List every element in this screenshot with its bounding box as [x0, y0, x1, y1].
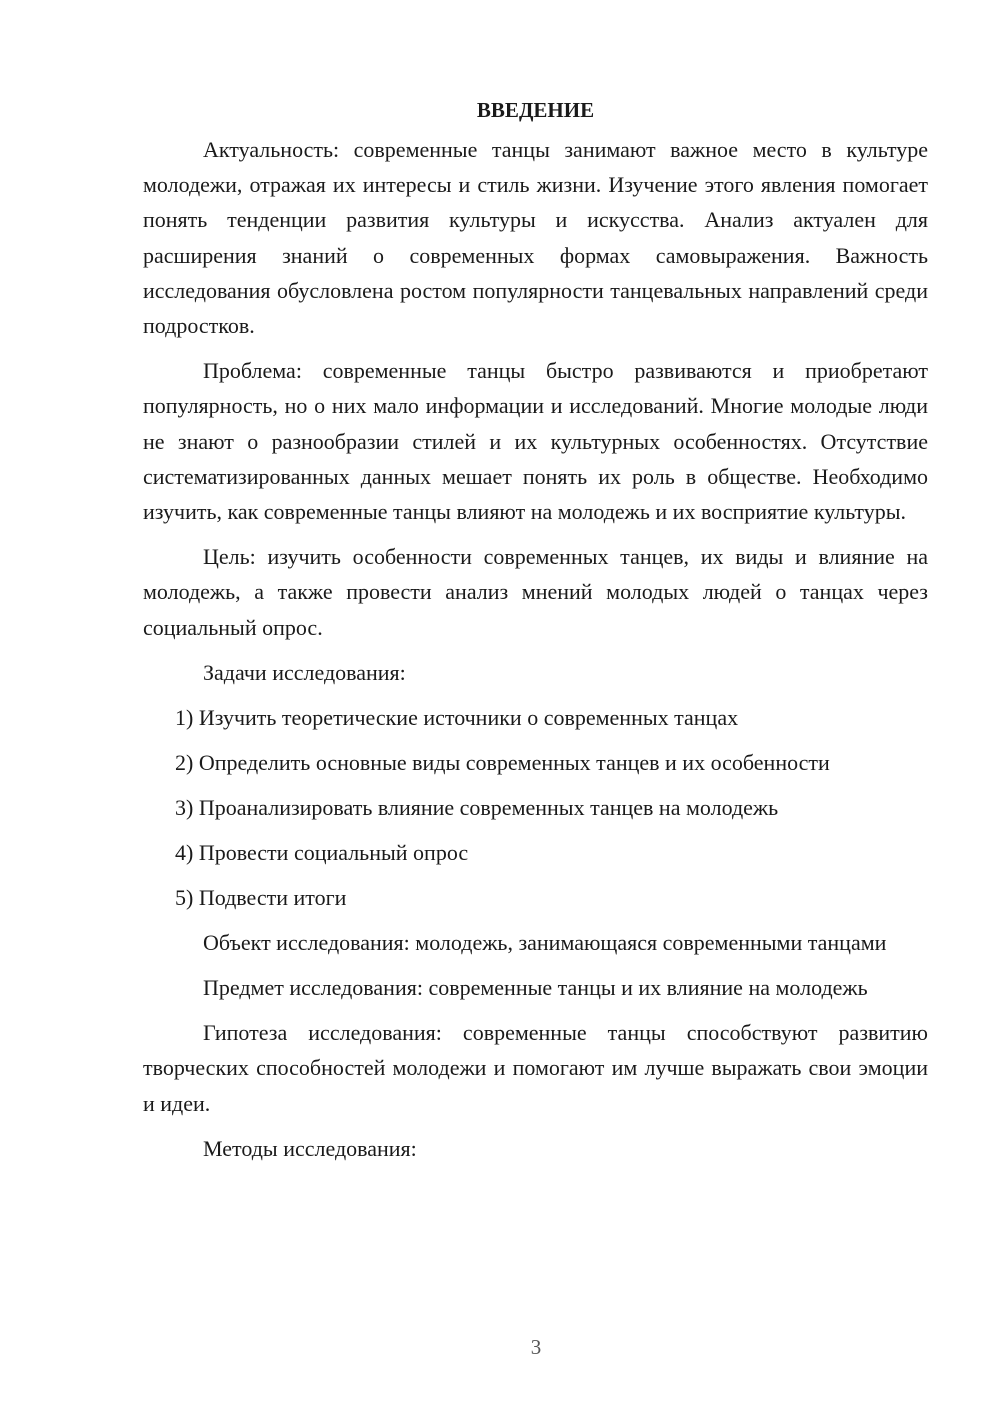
- goal-paragraph: Цель: изучить особенности современных танцев, их виды и влияние на молодежь, а также провести анализ мнений молодых людей о танцах через социальный опрос.: [143, 544, 928, 640]
- task-item-5: 5) Подвести итоги: [175, 884, 347, 910]
- task-item-4: 4) Провести социальный опрос: [175, 839, 469, 865]
- task-item-1: 1) Изучить теоретические источники о современных танцах: [175, 704, 739, 730]
- tasks-heading: Задачи исследования:: [203, 659, 406, 685]
- problem-paragraph: Проблема: современные танцы быстро развиваются и приобретают популярность, но о них мало информации и исследований. Многие молодые люди не знают о разнообразии стилей и их культурных особенностях. Отсутствие систематизированных данных мешает понять их роль в обществе. Необходимо изучить, как современные танцы влияют на молодежь и их восприятие культуры.: [143, 358, 928, 525]
- subject-paragraph: Предмет исследования: современные танцы и их влияние на молодежь: [203, 975, 868, 1001]
- task-item-3: 3) Проанализировать влияние современных танцев на молодежь: [175, 794, 779, 820]
- page-number: 3: [530, 1335, 542, 1359]
- section-title: ВВЕДЕНИЕ: [476, 98, 595, 122]
- tasks-list: [143, 700, 928, 915]
- hypothesis-paragraph: Гипотеза исследования: современные танцы способствуют развитию творческих способностей молодежи и помогают им лучше выражать свои эмоции и идеи.: [143, 1020, 928, 1116]
- methods-heading: Методы исследования:: [203, 1135, 417, 1161]
- relevance-paragraph: Актуальность: современные танцы занимают важное место в культуре молодежи, отражая их интересы и стиль жизни. Изучение этого явления помогает понять тенденции развития культуры и искусства. Анализ актуален для расширения знаний о современных формах самовыражения. Важность исследования обусловлена ростом популярности танцевальных направлений среди подростков.: [143, 137, 928, 339]
- document-page: [143, 92, 928, 1176]
- object-paragraph: Объект исследования: молодежь, занимающаяся современными танцами: [203, 929, 887, 955]
- task-item-2: 2) Определить основные виды современных танцев и их особенности: [175, 749, 830, 775]
